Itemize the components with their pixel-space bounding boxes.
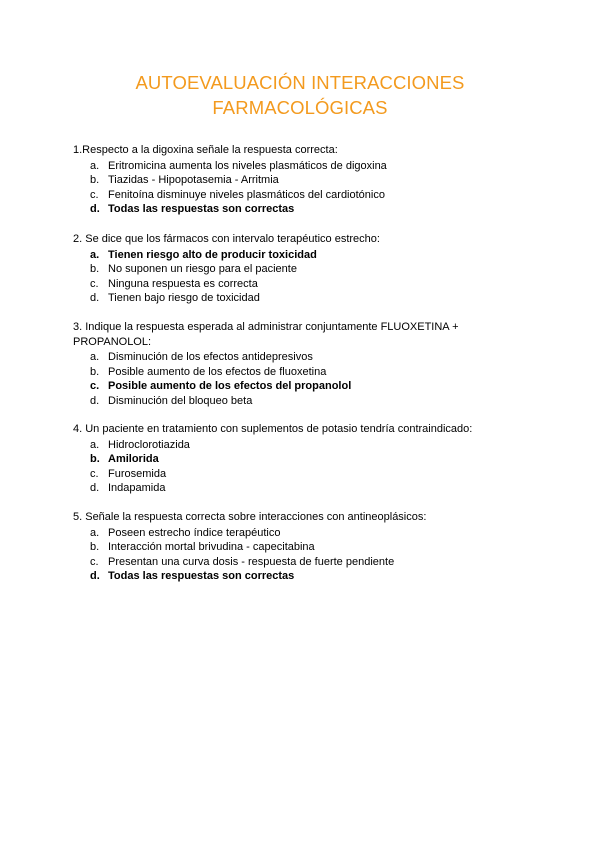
question-text: 1.Respecto a la digoxina señale la respuesta correcta: [73, 144, 338, 156]
answer-option-b [73, 540, 513, 555]
option-letter: b. [90, 453, 100, 466]
option-text: Todas las respuestas son correctas [108, 570, 295, 583]
question-text: 4. Un paciente en tratamiento con suplementos de potasio tendría contraindicado: [73, 423, 473, 435]
option-letter: d. [90, 292, 100, 305]
option-letter: c. [90, 277, 99, 290]
option-letter: a. [90, 526, 100, 539]
option-text: Tienen riesgo alto de producir toxicidad [108, 248, 317, 261]
answer-option-a [73, 350, 513, 365]
option-text: Posible aumento de los efectos del propanolol [108, 380, 352, 393]
option-letter: c. [90, 467, 99, 480]
option-text: Furosemida [108, 467, 167, 480]
answer-option-d [73, 569, 513, 584]
option-letter: a. [90, 351, 100, 364]
option-letter: b. [90, 365, 100, 378]
option-letter: b. [90, 263, 100, 276]
option-letter: a. [90, 248, 100, 261]
option-text: Tiazidas - Hipopotasemia - Arritmia [108, 174, 279, 187]
answer-option-c [73, 467, 513, 482]
answer-options [73, 248, 513, 306]
answer-option-d [73, 202, 513, 217]
question-1 [73, 143, 513, 217]
option-text: Todas las respuestas son correctas [108, 203, 295, 216]
title-line-1: AUTOEVALUACIÓN INTERACCIONES [135, 72, 465, 93]
option-letter: c. [90, 188, 99, 201]
question-text: 3. Indique la respuesta esperada al administrar conjuntamente FLUOXETINA + PROPANOLOL: [73, 321, 459, 348]
option-text: Presentan una curva dosis - respuesta de fuerte pendiente [108, 555, 395, 568]
answer-options [73, 159, 513, 217]
question-text: 2. Se dice que los fármacos con intervalo terapéutico estrecho: [73, 233, 380, 245]
answer-option-d [73, 291, 513, 306]
option-letter: d. [90, 394, 100, 407]
answer-option-c [73, 277, 513, 292]
option-letter: c. [90, 380, 100, 393]
answer-option-b [73, 262, 513, 277]
option-text: Amilorida [108, 453, 159, 466]
question-4 [73, 422, 513, 496]
option-letter: b. [90, 541, 100, 554]
option-letter: d. [90, 570, 100, 583]
title-line-2: FARMACOLÓGICAS [212, 97, 388, 118]
option-text: Eritromicina aumenta los niveles plasmáticos de digoxina [108, 159, 387, 172]
answer-options [73, 350, 513, 408]
option-text: Tienen bajo riesgo de toxicidad [108, 292, 260, 305]
answer-option-b [73, 452, 513, 467]
question-5 [73, 510, 513, 584]
option-letter: d. [90, 203, 100, 216]
question-2 [73, 232, 513, 306]
question-3 [73, 320, 513, 409]
page-title [0, 70, 600, 120]
option-text: No suponen un riesgo para el paciente [108, 263, 297, 276]
answer-options [73, 526, 513, 584]
option-text: Posible aumento de los efectos de fluoxetina [108, 365, 327, 378]
option-text: Disminución de los efectos antidepresivos [108, 351, 313, 364]
answer-option-d [73, 394, 513, 409]
answer-option-a [73, 438, 513, 453]
answer-option-b [73, 173, 513, 188]
answer-option-a [73, 159, 513, 174]
answer-options [73, 438, 513, 496]
option-letter: c. [90, 555, 99, 568]
answer-option-c [73, 379, 513, 394]
option-text: Ninguna respuesta es correcta [108, 277, 258, 290]
option-text: Poseen estrecho índice terapéutico [108, 526, 281, 539]
answer-option-c [73, 188, 513, 203]
answer-option-d [73, 481, 513, 496]
option-letter: d. [90, 482, 100, 495]
answer-option-c [73, 555, 513, 570]
option-letter: a. [90, 159, 100, 172]
answer-option-b [73, 365, 513, 380]
option-letter: a. [90, 438, 100, 451]
option-text: Interacción mortal brivudina - capecitabina [108, 541, 315, 554]
option-letter: b. [90, 174, 100, 187]
question-text: 5. Señale la respuesta correcta sobre interacciones con antineoplásicos: [73, 511, 427, 523]
option-text: Hidroclorotiazida [108, 438, 190, 451]
option-text: Fenitoína disminuye niveles plasmáticos del cardiotónico [108, 188, 385, 201]
option-text: Disminución del bloqueo beta [108, 394, 253, 407]
answer-option-a [73, 526, 513, 541]
answer-option-a [73, 248, 513, 263]
option-text: Indapamida [108, 482, 166, 495]
